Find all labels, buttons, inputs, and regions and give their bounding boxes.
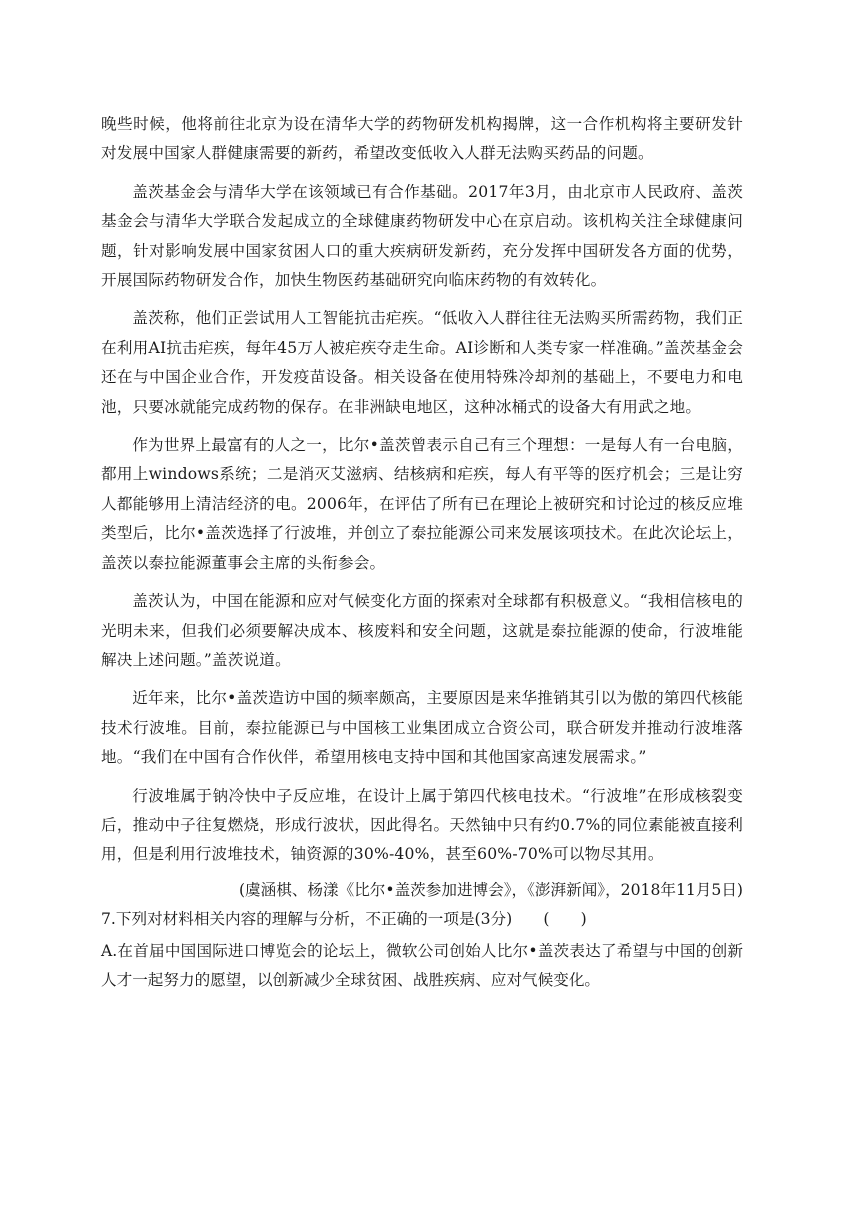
question-option-a: A.在首届中国国际进口博览会的论坛上，微软公司创始人比尔•盖茨表达了希望与中国的创新人才一起努力的愿望，以创新减少全球贫困、战胜疾病、应对气候变化。 xyxy=(101,941,743,989)
article-source: (虞涵棋、杨漾《比尔•盖茨参加进博会》，《澎湃新闻》，2018年11月5日) xyxy=(238,880,743,899)
paragraph-1: 晚些时候，他将前往北京为设在清华大学的药物研发机构揭牌，这一合作机构将主要研发针对发展中国家人群健康需要的新药，希望改变低收入人群无法购买药品的问题。 xyxy=(101,115,743,163)
paragraph-2: 盖茨基金会与清华大学在该领域已有合作基础。2017年3月，由北京市人民政府、盖茨基金会与清华大学联合发起成立的全球健康药物研发中心在京启动。该机构关注全球健康问题，针对影响发展中国家贫困人口的重大疾病研发新药，充分发挥中国研发各方面的优势，开展国际药物研发合作，加快生物医药基础研究向临床药物的有效转化。 xyxy=(101,182,743,290)
document-page xyxy=(101,110,743,995)
paragraph-3: 盖茨称，他们正尝试用人工智能抗击疟疾。“低收入人群往往无法购买所需药物，我们正在利用AI抗击疟疾，每年45万人被疟疾夺走生命。AI诊断和人类专家一样准确。”盖茨基金会还在与中国企业合作，开发疫苗设备。相关设备在使用特殊冷却剂的基础上，不要电力和电池，只要冰就能完成药物的保存。在非洲缺电地区，这种冰桶式的设备大有用武之地。 xyxy=(101,309,743,416)
paragraph-5: 盖茨认为，中国在能源和应对气候变化方面的探索对全球都有积极意义。“我相信核电的光明未来，但我们必须要解决成本、核废料和安全问题，这就是泰拉能源的使命，行波堆能解决上述问题。”盖茨说道。 xyxy=(101,592,743,669)
paragraph-7: 行波堆属于钠冷快中子反应堆，在设计上属于第四代核电技术。“行波堆”在形成核裂变后，推动中子往复燃烧，形成行波状，因此得名。天然铀中只有约0.7%的同位素能被直接利用，但是利用行波堆技术，铀资源的30%-40%，甚至60%-70%可以物尽其用。 xyxy=(101,786,743,864)
question-stem: 7.下列对材料相关内容的理解与分析，不正确的一项是(3分) ( ) xyxy=(101,910,587,929)
paragraph-4: 作为世界上最富有的人之一，比尔•盖茨曾表示自己有三个理想：一是每人有一台电脑，都用上windows系统；二是消灭艾滋病、结核病和疟疾，每人有平等的医疗机会；三是让穷人都能够用上清洁经济的电。2006年，在评估了所有已在理论上被研究和讨论过的核反应堆类型后，比尔•盖茨选择了行波堆，并创立了泰拉能源公司来发展该项技术。在此次论坛上，盖茨以泰拉能源董事会主席的头衔参会。 xyxy=(101,436,743,572)
paragraph-6: 近年来，比尔•盖茨造访中国的频率颇高，主要原因是来华推销其引以为傲的第四代核能技术行波堆。目前，泰拉能源已与中国核工业集团成立合资公司，联合研发并推动行波堆落地。“我们在中国有合作伙伴，希望用核电支持中国和其他国家高速发展需求。” xyxy=(101,689,743,767)
